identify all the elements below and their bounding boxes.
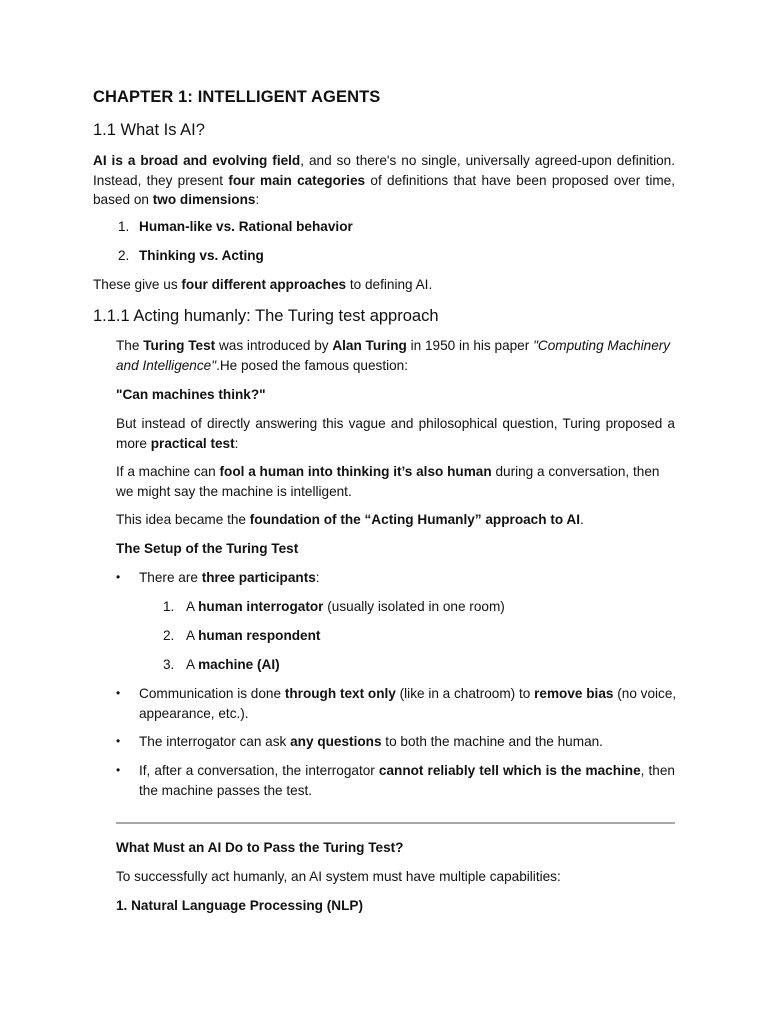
participant-item-1 <box>186 597 505 617</box>
text-run: A <box>186 657 199 672</box>
famous-question <box>116 385 266 405</box>
paper-title: "Computing Machinery and Intelligence" <box>116 338 671 373</box>
text-run: There are <box>139 570 202 585</box>
text-run: , then the machine passes the test. <box>139 763 675 798</box>
text-run: If, after a conversation, the interrogator <box>139 763 379 778</box>
bullet-icon: • <box>116 570 121 584</box>
bold-phrase: fool a human into thinking it’s also human <box>219 464 492 479</box>
text-run: : <box>315 570 320 585</box>
text-run: during a conversation, then we might say the machine is intelligent. <box>116 464 660 499</box>
capability-heading-nlp <box>116 896 363 916</box>
participants-bullet <box>139 568 320 588</box>
text-run: The interrogator can ask <box>139 734 291 749</box>
text-run: A <box>186 628 199 643</box>
text-run: of definitions that have been proposed over time, based on <box>93 172 676 207</box>
foundation-paragraph <box>116 510 584 530</box>
bullet-icon: • <box>116 686 121 700</box>
setup-heading-text: The Setup of the Turing Test <box>116 541 299 556</box>
text-run: . <box>580 512 584 527</box>
passes-test-bullet <box>139 761 675 800</box>
bold-phrase: four main categories <box>228 172 366 188</box>
bold-phrase: Turing Test <box>143 338 216 353</box>
bullet-icon: • <box>116 734 121 748</box>
bold-phrase: foundation of the “Acting Humanly” approach to AI <box>249 512 581 527</box>
text-run: (no voice, appearance, etc.). <box>139 686 677 721</box>
pass-heading-text: What Must an AI Do to Pass the Turing Test? <box>116 840 404 855</box>
text-run: Communication is done <box>139 686 285 701</box>
text-run: These give us <box>93 277 182 292</box>
text-run: (usually isolated in one room) <box>323 599 505 614</box>
fool-human-paragraph <box>116 462 678 501</box>
bold-phrase: three participants <box>201 570 316 585</box>
dimension-label: Human-like vs. Rational behavior <box>139 219 353 234</box>
approaches-paragraph <box>93 275 432 295</box>
bold-phrase: four different approaches <box>181 277 347 292</box>
setup-heading <box>116 539 298 559</box>
chapter-title: CHAPTER 1: INTELLIGENT AGENTS <box>93 88 381 106</box>
bold-phrase: remove bias <box>534 686 614 701</box>
bold-phrase: two dimensions <box>152 192 256 207</box>
any-questions-bullet <box>139 732 603 752</box>
list-number: 3. <box>163 657 175 672</box>
capabilities-intro: To successfully act humanly, an AI system must have multiple capabilities: <box>116 869 561 884</box>
text-run: to defining AI. <box>346 277 433 292</box>
bold-phrase: any questions <box>290 734 382 749</box>
turing-intro-paragraph <box>116 336 675 375</box>
list-number: 1. <box>163 599 175 614</box>
list-number: 1. <box>118 219 130 234</box>
text-run: : <box>255 192 260 207</box>
text-run: : <box>234 435 239 451</box>
bullet-icon: • <box>116 763 121 777</box>
text-run: in 1950 in his paper <box>406 338 534 353</box>
bold-phrase: human respondent <box>198 628 321 643</box>
bold-phrase: machine (AI) <box>198 657 280 672</box>
pass-heading <box>116 838 404 858</box>
bold-phrase: human interrogator <box>198 599 324 614</box>
text-run: , and so there's no single, universally agreed-upon definition. Instead, they present <box>93 153 676 188</box>
text-run: A <box>186 599 199 614</box>
text-run: was introduced by <box>215 338 333 353</box>
section-heading-1-1: 1.1 What Is AI? <box>93 121 205 139</box>
bold-phrase: AI is a broad and evolving field <box>93 153 301 168</box>
dimension-label: Thinking vs. Acting <box>139 248 264 263</box>
text-run: This idea became the <box>116 512 250 527</box>
dimension-item-2 <box>139 246 264 266</box>
horizontal-divider <box>116 822 675 824</box>
text-run: to both the machine and the human. <box>381 734 603 749</box>
practical-test-paragraph <box>116 414 675 453</box>
participant-item-2 <box>186 626 320 646</box>
text-only-bullet <box>139 684 678 723</box>
ai-definition-paragraph <box>93 151 675 210</box>
capability-text: 1. Natural Language Processing (NLP) <box>116 898 364 913</box>
bold-phrase: practical test <box>150 435 235 451</box>
section-heading-1-1-1: 1.1.1 Acting humanly: The Turing test approach <box>93 307 439 325</box>
bold-phrase: through text only <box>284 686 396 701</box>
text-run: (like in a chatroom) to <box>395 686 535 701</box>
dimension-item-1 <box>139 217 353 237</box>
bold-phrase: cannot reliably tell which is the machine <box>378 763 641 778</box>
question-text: "Can machines think?" <box>116 387 266 402</box>
text-run: The <box>116 338 144 353</box>
participant-item-3 <box>186 655 280 675</box>
text-run: If a machine can <box>116 464 220 479</box>
list-number: 2. <box>163 628 175 643</box>
text-run: But instead of directly answering this vague and philosophical question, Turing proposed a more <box>116 416 675 451</box>
list-number: 2. <box>118 248 130 263</box>
text-run: .He posed the famous question: <box>216 357 409 373</box>
bold-phrase: Alan Turing <box>332 338 407 353</box>
